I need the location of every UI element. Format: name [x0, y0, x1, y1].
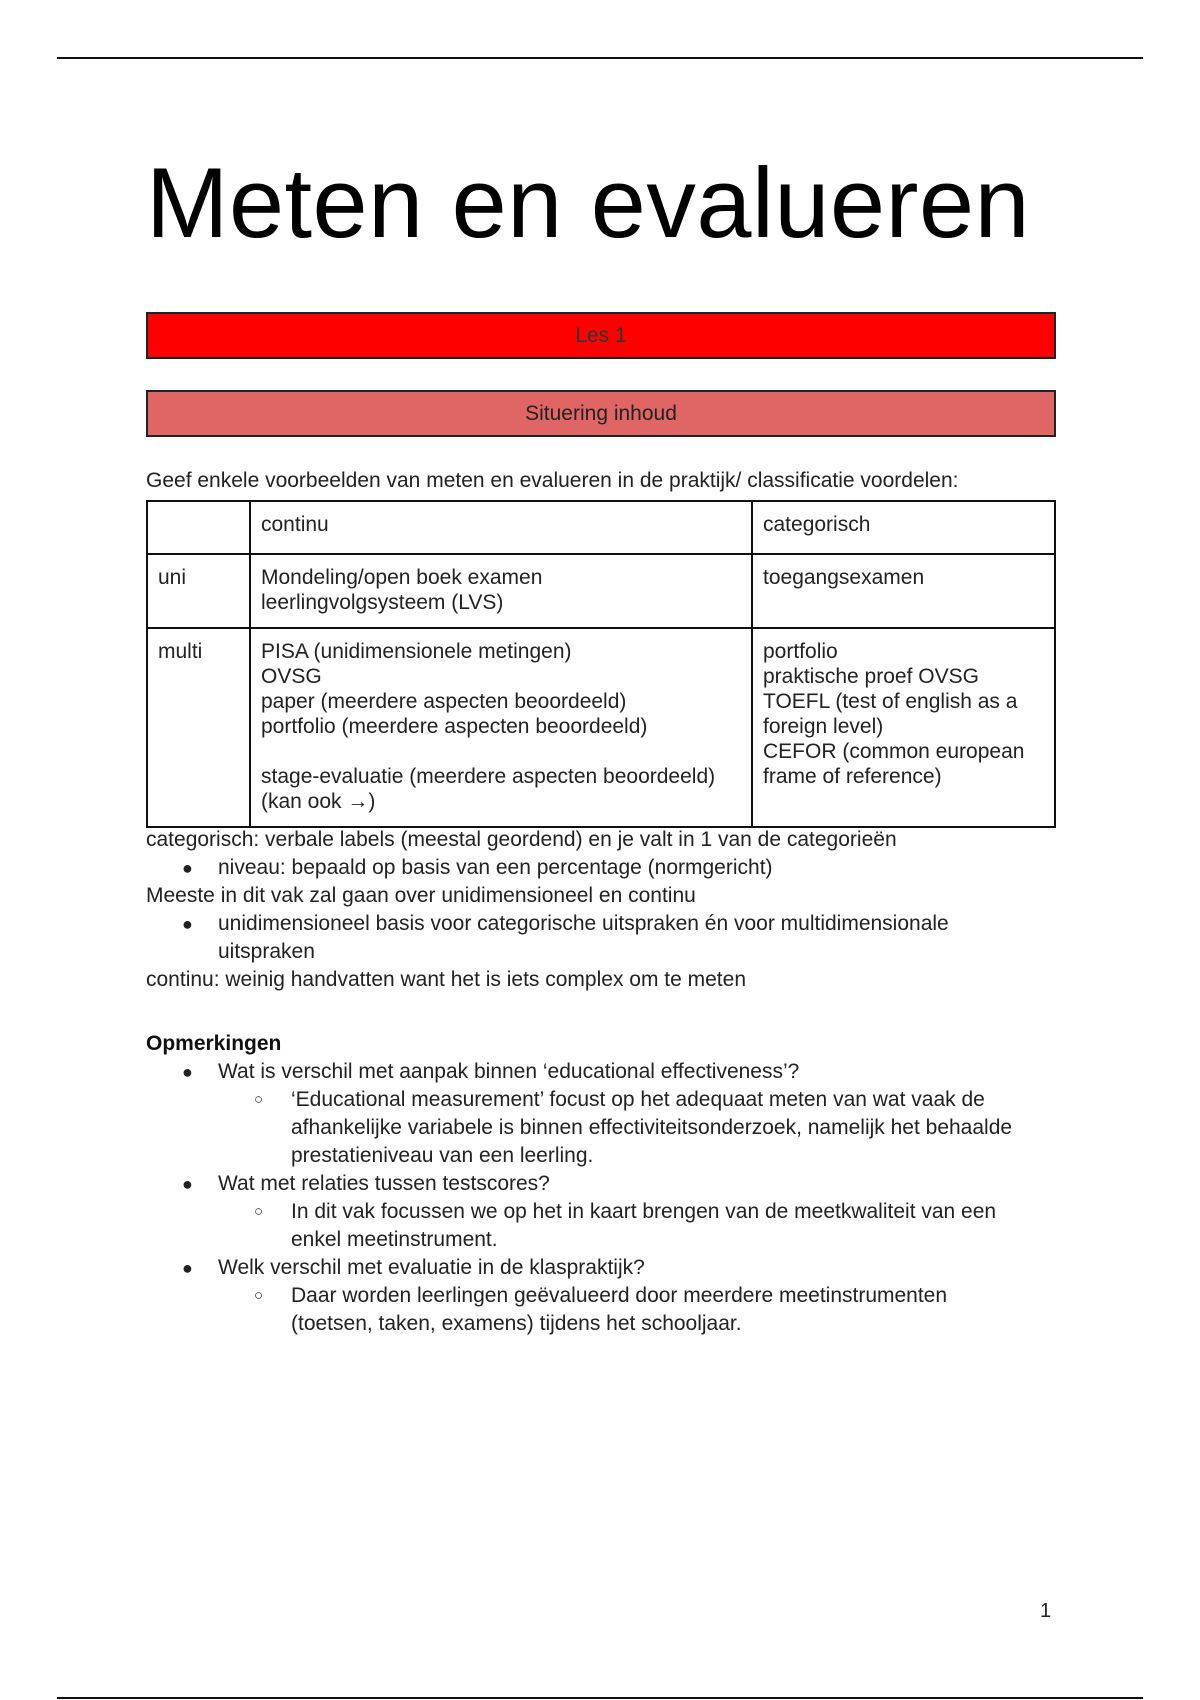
table-header-row [147, 501, 1055, 554]
intro-text: Geef enkele voorbeelden van meten en evalueren in de praktijk/ classificatie voordelen: [146, 469, 959, 492]
row-label: uni [147, 554, 250, 628]
note-line: continu: weinig handvatten want het is iets complex om te meten [146, 968, 746, 991]
table-row [147, 554, 1055, 628]
cell-line: toegangsexamen [763, 566, 925, 589]
circle-bullet-icon: ○ [254, 1203, 264, 1220]
list-item [146, 1058, 1066, 1086]
list-item [146, 910, 1066, 966]
cell-line: TOEFL (test of english as a [763, 690, 1018, 713]
table-cell [250, 628, 752, 827]
sub-list-item [146, 1282, 1066, 1338]
note-line: categorisch: verbale labels (meestal geordend) en je valt in 1 van de categorieën [146, 828, 897, 851]
page-number: 1 [1040, 1600, 1052, 1622]
list-item [146, 1170, 1066, 1198]
list-item-text: Wat is verschil met aanpak binnen ‘educational effectiveness’? [218, 1060, 800, 1083]
list-item [146, 1254, 1066, 1282]
list-item-text: Daar worden leerlingen geëvalueerd door meerdere meetinstrumenten [291, 1284, 948, 1307]
cell-line: foreign level) [763, 715, 884, 738]
cell-line: leerlingvolgsysteem (LVS) [261, 591, 504, 614]
table-header-cell: continu [250, 501, 752, 554]
bullet-icon: ● [182, 858, 193, 878]
bullet-icon: ● [182, 1062, 193, 1082]
cell-line: portfolio [763, 640, 838, 663]
page-title: Meten en evalueren [146, 147, 1031, 258]
cell-line: portfolio (meerdere aspecten beoordeeld) [261, 715, 648, 738]
list-item-text: niveau: bepaald op basis van een percentage (normgericht) [218, 856, 773, 879]
cell-line: OVSG [261, 665, 322, 688]
list-item-text: prestatieniveau van een leerling. [291, 1144, 594, 1167]
circle-bullet-icon: ○ [254, 1287, 264, 1304]
list-item-text: (toetsen, taken, examens) tijdens het schooljaar. [291, 1312, 742, 1335]
cell-line: paper (meerdere aspecten beoordeeld) [261, 690, 627, 713]
list-item-text: uitspraken [218, 940, 315, 963]
cell-line: (kan ook →) [261, 790, 376, 813]
circle-bullet-icon: ○ [254, 1091, 264, 1108]
bottom-rule [57, 1697, 1143, 1699]
table-header-cell: categorisch [752, 501, 1055, 554]
top-rule [57, 57, 1143, 59]
list-item [146, 854, 1066, 882]
table-row [147, 628, 1055, 827]
cell-spacer [261, 739, 741, 764]
table-header-cell [147, 501, 250, 554]
opmerkingen-block [146, 1030, 1066, 1338]
list-item-text: In dit vak focussen we op het in kaart brengen van de meetkwaliteit van een [291, 1200, 997, 1223]
row-label: multi [147, 628, 250, 827]
table-cell [752, 554, 1055, 628]
list-item-text: enkel meetinstrument. [291, 1228, 498, 1251]
cell-line: CEFOR (common european [763, 740, 1025, 763]
table-cell [752, 628, 1055, 827]
lesson-banner: Les 1 [146, 312, 1056, 359]
classification-table [146, 500, 1056, 828]
section-banner: Situering inhoud [146, 390, 1056, 437]
cell-line: PISA (unidimensionele metingen) [261, 640, 572, 663]
notes-block [146, 826, 1066, 994]
note-line: Meeste in dit vak zal gaan over unidimensioneel en continu [146, 884, 696, 907]
list-item-text: afhankelijke variabele is binnen effectiviteitsonderzoek, namelijk het behaalde [291, 1116, 1013, 1139]
bullet-icon: ● [182, 1258, 193, 1278]
bullet-icon: ● [182, 914, 193, 934]
list-item-text: Wat met relaties tussen testscores? [218, 1172, 550, 1195]
table-cell [250, 554, 752, 628]
section-heading: Opmerkingen [146, 1032, 282, 1055]
cell-line: praktische proef OVSG [763, 665, 979, 688]
sub-list-item [146, 1086, 1066, 1170]
sub-list-item [146, 1198, 1066, 1254]
cell-line: frame of reference) [763, 765, 942, 788]
list-item-text: unidimensioneel basis voor categorische uitspraken én voor multidimensionale [218, 912, 949, 935]
bullet-icon: ● [182, 1174, 193, 1194]
list-item-text: Welk verschil met evaluatie in de klaspraktijk? [218, 1256, 645, 1279]
list-item-text: ‘Educational measurement’ focust op het adequaat meten van wat vaak de [291, 1088, 985, 1111]
cell-line: stage-evaluatie (meerdere aspecten beoordeeld) [261, 765, 716, 788]
cell-line: Mondeling/open boek examen [261, 566, 543, 589]
